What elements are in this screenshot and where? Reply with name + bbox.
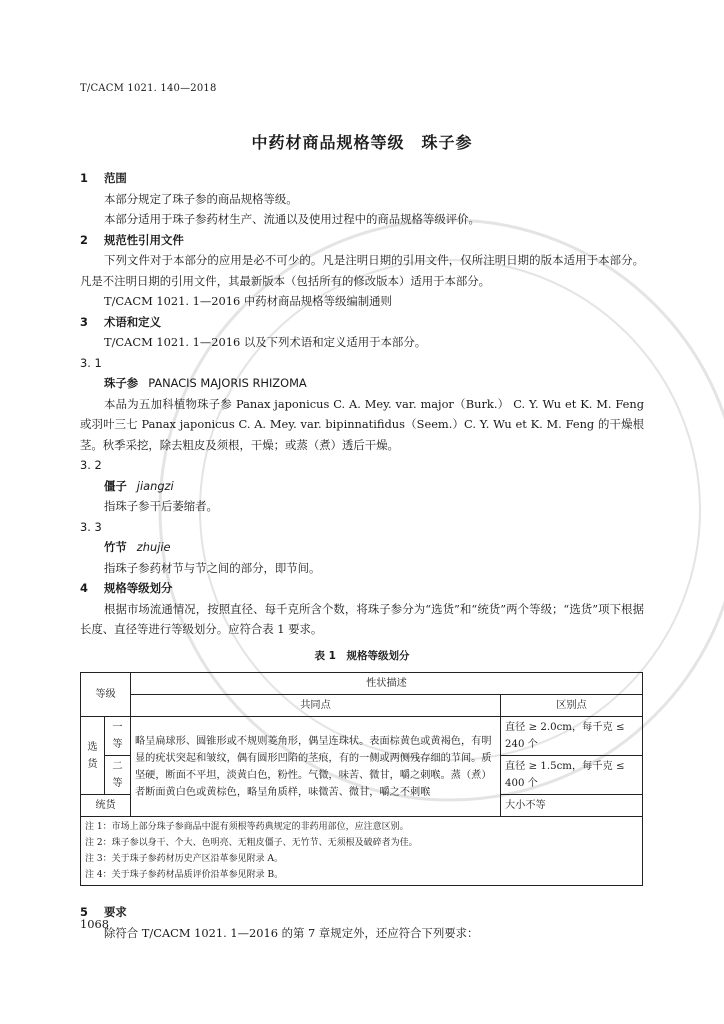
note-item: 注 4：关于珠子参药材品质评价沿革参见附录 B。 — [85, 870, 284, 880]
section-4-heading — [80, 578, 644, 599]
page-title: 中药材商品规格等级 珠子参 — [251, 133, 473, 152]
cell-xuanhuo: 选货 — [81, 717, 105, 795]
term-en: zhujie — [136, 540, 171, 554]
term-cn: 僵子 — [104, 478, 127, 493]
section-title: 规范性引用文件 — [104, 232, 184, 247]
cell-diff-1: 直径 ≥ 2.0cm，每千克 ≤ 240 个 — [501, 717, 643, 756]
term-cn: 珠子参 — [104, 376, 139, 390]
section-title: 术语和定义 — [104, 314, 161, 329]
term-heading — [80, 537, 644, 558]
section-number: 3 — [80, 314, 88, 329]
section-title: 范围 — [104, 171, 127, 185]
table-notes — [81, 817, 643, 886]
term-number: 3. 2 — [80, 458, 102, 472]
paragraph: T/CACM 1021. 1—2016 以及下列术语和定义适用于本部分。 — [104, 335, 427, 349]
paragraph: 本部分规定了珠子参的商品规格等级。 — [104, 191, 298, 206]
page-number: 1068 — [80, 917, 109, 931]
term-en: PANACIS MAJORIS RHIZOMA — [148, 376, 307, 390]
term-definition: 指珠子参药材节与节之间的部分，即节间。 — [104, 560, 321, 575]
standard-code: T/CACM 1021. 140—2018 — [80, 83, 217, 94]
cell-diff-2: 直径 ≥ 1.5cm，每千克 ≤ 400 个 — [501, 756, 643, 795]
cell-grade-2: 二等 — [105, 756, 131, 795]
cell-tonghuo: 统货 — [81, 795, 131, 817]
term-definition: 本品为五加科植物珠子参 Panax japonicus C. A. Mey. var. major（Burk.） C. Y. Wu et K. M. Feng 或羽叶三七 Panax japonicus C. A. Mey. var. bipinnatifidus（Seem.）C. Y. Wu et K. M. Feng 的干燥根茎。秋季采挖，除去粗皮及须根，干燥；或蒸（煮）透后干燥。 — [80, 396, 644, 452]
header-difference: 区别点 — [501, 695, 643, 717]
term-cn: 竹节 — [104, 540, 127, 554]
section-2-heading — [80, 230, 644, 251]
section-5-heading — [80, 902, 644, 923]
section-title: 规格等级划分 — [104, 581, 173, 595]
section-number: 4 — [80, 581, 88, 595]
section-3-heading — [80, 312, 644, 333]
cell-diff-3: 大小不等 — [501, 795, 643, 817]
paragraph: 除符合 T/CACM 1021. 1—2016 的第 7 章规定外，还应符合下列要求： — [104, 925, 479, 940]
table-caption: 表 1 规格等级划分 — [314, 649, 410, 662]
reference-item: T/CACM 1021. 1—2016 中药材商品规格等级编制通则 — [104, 294, 392, 308]
header-common: 共同点 — [131, 695, 501, 717]
note-item: 注 1：市场上部分珠子参商品中混有须根等药典规定的非药用部位，应注意区别。 — [85, 822, 409, 832]
term-number: 3. 1 — [80, 355, 102, 370]
paragraph: 根据市场流通情况，按照直径、每千克所含个数，将珠子参分为“选货”和“统货”两个等级；“选货”项下根据长度、直径等进行等级划分。应符合表 1 要求。 — [80, 601, 644, 636]
section-number: 5 — [80, 905, 88, 919]
paragraph: 下列文件对于本部分的应用是必不可少的。凡是注明日期的引用文件，仅所注明日期的版本适用于本部分。凡是不注明日期的引用文件，其最新版本（包括所有的修改版本）适用于本部分。 — [80, 253, 644, 288]
note-item: 注 2：珠子参以身干、个大、色明亮、无粗皮僵子、无竹节、无须根及破碎者为佳。 — [85, 838, 418, 848]
term-en: jiangzi — [136, 478, 174, 493]
section-1-heading — [80, 168, 644, 189]
note-item: 注 3：关于珠子参药材历史产区沿革参见附录 A。 — [85, 854, 283, 864]
cell-grade-1: 一等 — [105, 717, 131, 756]
grade-table — [80, 672, 643, 886]
header-description: 性状描述 — [131, 673, 643, 695]
section-number: 1 — [80, 171, 88, 185]
document-body — [80, 168, 644, 943]
term-heading — [80, 476, 644, 497]
header-grade: 等级 — [81, 673, 131, 717]
paragraph: 本部分适用于珠子参药材生产、流通以及使用过程中的商品规格等级评价。 — [104, 212, 480, 226]
term-heading — [80, 373, 644, 394]
section-title: 要求 — [104, 905, 127, 919]
cell-common-traits: 略呈扁球形、圆锥形或不规则菱角形，偶呈连珠状。表面棕黄色或黄褐色，有明显的疣状突起和皱纹，偶有圆形凹陷的茎痕，有的一侧或两侧残存细的节间。质坚硬，断面不平坦，淡黄白色，粉性。气微，味苦、微甘，嚼之刺喉。蒸（煮）者断面黄白色或黄棕色，略呈角质样，味微苦、微甘，嚼之不刺喉 — [131, 717, 501, 817]
term-number: 3. 3 — [80, 519, 102, 534]
section-number: 2 — [80, 232, 88, 247]
term-definition: 指珠子参干后萎缩者。 — [104, 499, 218, 513]
